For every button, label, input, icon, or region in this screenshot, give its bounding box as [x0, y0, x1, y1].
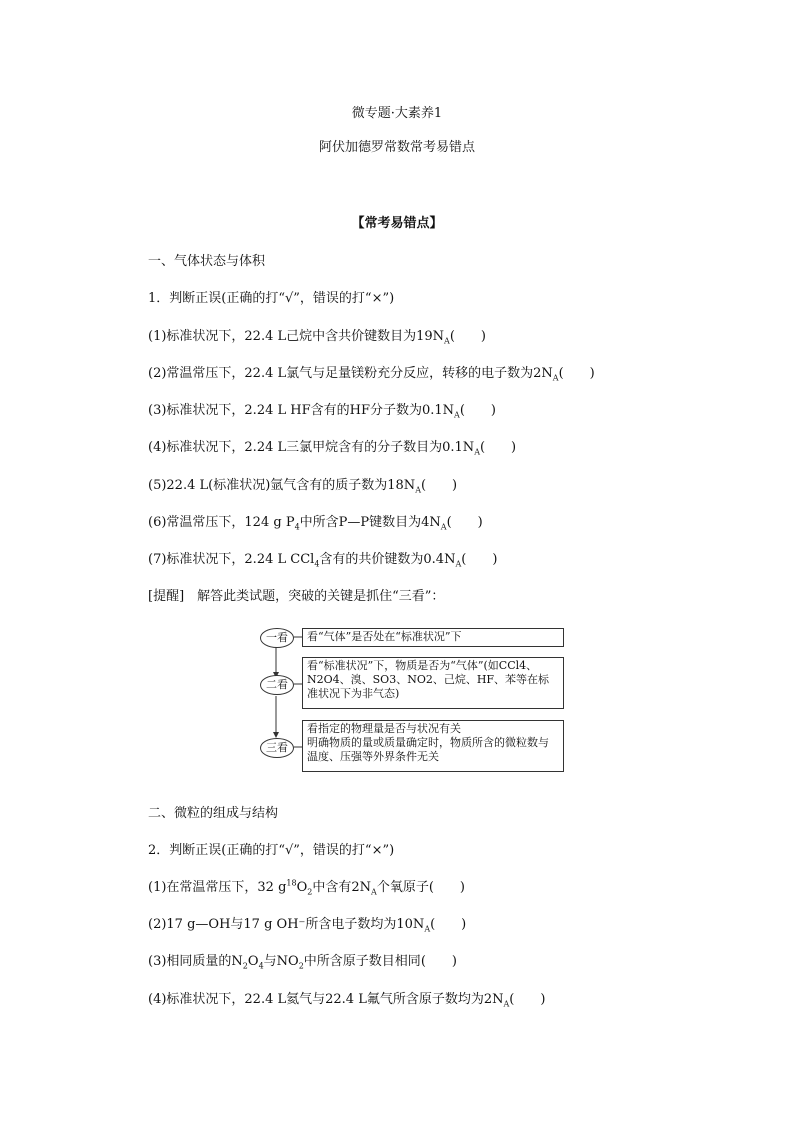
- look2-oval: 二看: [260, 675, 294, 695]
- part1-item-3: (3)标准状况下，2.24 L HF含有的HF分子数为$0.1N_A$( ): [148, 403, 496, 420]
- part1-item-4: (4)标准状况下，2.24 L三氯甲烷含有的分子数目为$0.1N_A$( ): [148, 440, 517, 457]
- look2-box: 看“标准状况”下，物质是否为“气体”(如CCl4、N2O4、溴、SO3、NO2、己烷、HF、苯等在标准状况下为非气态): [302, 657, 564, 709]
- part2-item-2: (2)17 g—OH与17 g OH⁻所含电子数均为$10N_A$( ): [148, 917, 467, 934]
- part2-item-3: (3)相同质量的$N_2O_4$与$NO_2$中所含原子数目相同( ): [148, 954, 457, 971]
- part2-question: 2．判断正误(正确的打“√”，错误的打“×”): [148, 843, 395, 858]
- look1-box: 看“气体”是否处在“标准状况”下: [302, 628, 564, 647]
- part2-heading: 二、微粒的组成与结构: [148, 806, 279, 821]
- part1-item-2: (2)常温常压下，22.4 L氯气与足量镁粉充分反应，转移的电子数为$2N_A$( ): [148, 366, 595, 383]
- look1-oval: 一看: [260, 628, 294, 648]
- part2-item-4: (4)标准状况下，22.4 L氦气与22.4 L氟气所含原子数均为$2N_A$( ): [148, 992, 546, 1009]
- part1-heading: 一、气体状态与体积: [148, 254, 266, 269]
- part1-question: 1．判断正误(正确的打“√”，错误的打“×”): [148, 291, 395, 306]
- section-heading: 【常考易错点】: [351, 216, 443, 231]
- look3-oval: 三看: [260, 738, 294, 758]
- three-looks-diagram: [258, 624, 568, 774]
- part2-item-1: (1)在常温常压下，32 $g^{18}O_2$中含有$2N_A$个氧原子( ): [148, 878, 465, 897]
- doc-subtitle: 阿伏加德罗常数常考易错点: [318, 140, 475, 155]
- look3-box: 看指定的物理量是否与状况有关 明确物质的量或质量确定时，物质所含的微粒数与温度、压强等外界条件无关: [302, 720, 564, 772]
- part1-item-7: (7)标准状况下，2.24 L CCl$_4$含有的共价键数为$0.4N_A$( ): [148, 552, 498, 569]
- hint: [提醒] 解答此类试题，突破的关键是抓住“三看”：: [148, 589, 445, 604]
- part1-item-6: (6)常温常压下，124 g $P_4$中所含P—P键数目为$4N_A$( ): [148, 515, 483, 532]
- part1-item-1: (1)标准状况下，22.4 L己烷中含共价键数目为$19N_A$( ): [148, 329, 486, 346]
- doc-title: 微专题·大素养1: [351, 106, 443, 121]
- part1-item-5: (5)22.4 L(标准状况)氩气含有的质子数为$18N_A$( ): [148, 478, 458, 495]
